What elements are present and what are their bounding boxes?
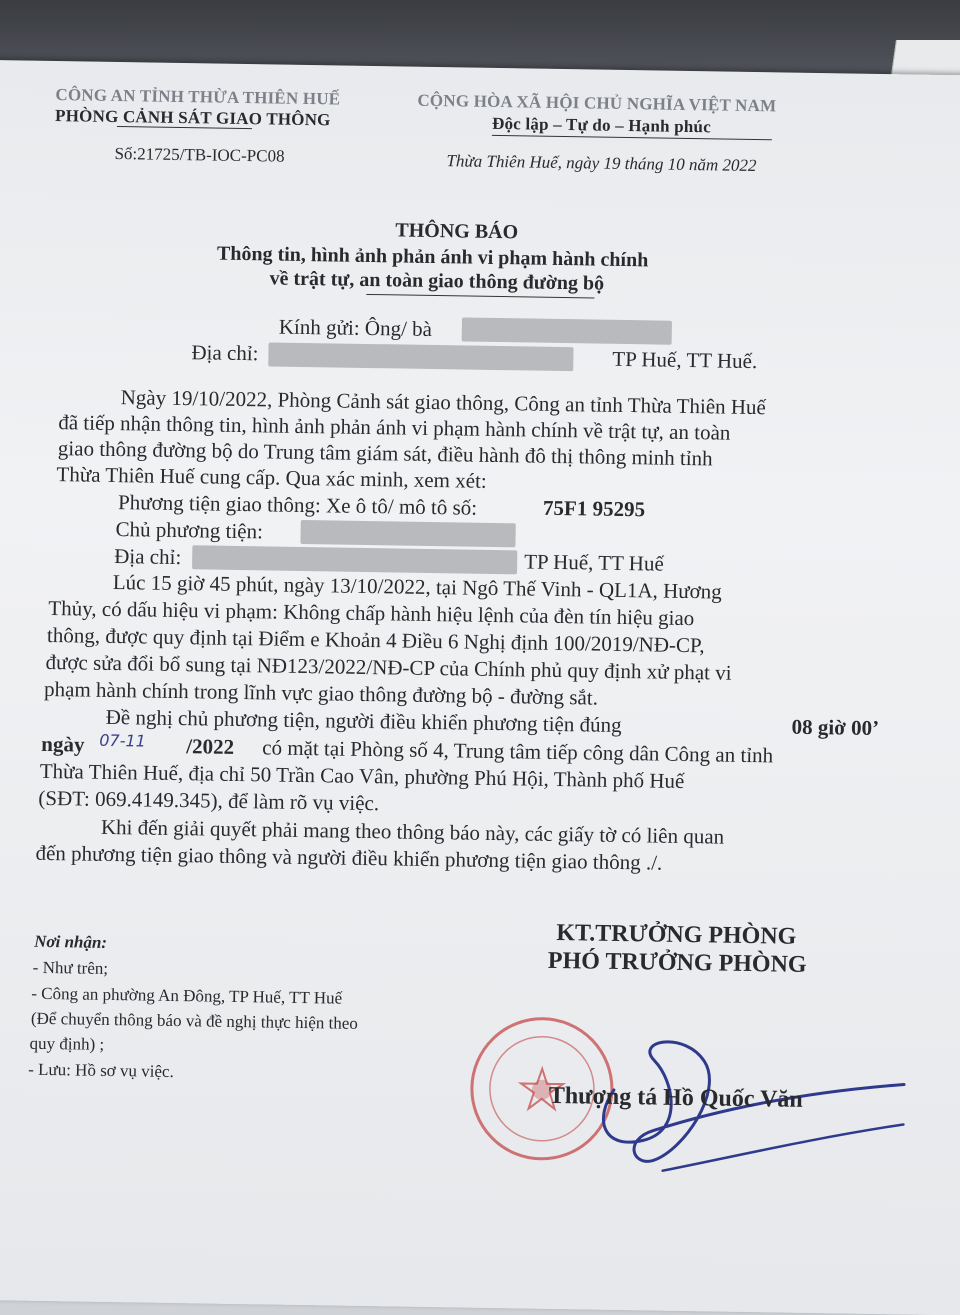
recipients-item: - Lưu: Hồ sơ vụ việc. [28, 1059, 174, 1082]
redacted-address [268, 342, 573, 371]
recipients-heading: Nơi nhận: [34, 931, 108, 952]
signature-title-1: KT.TRƯỞNG PHÒNG [556, 920, 797, 950]
owner-label: Chủ phương tiện: [115, 517, 264, 544]
owner-address-label: Địa chỉ: [114, 544, 182, 570]
greeting: Kính gửi: Ông/ bà [278, 314, 433, 341]
address-tail: TP Huế, TT Huế. [612, 346, 758, 374]
address-label: Địa chỉ: [191, 340, 259, 366]
redacted-owner-address [192, 545, 517, 574]
handwritten-date: 07-11 [99, 730, 146, 751]
body-p1-line4: Thừa Thiên Huế cung cấp. Qua xác minh, xem xét: [56, 462, 487, 493]
body-p3-line1: Đề nghị chủ phương tiện, người điều khiển phương tiện đúng [105, 704, 622, 738]
appointment-time: 08 giờ 00’ [791, 714, 880, 741]
doc-number: Số:21725/TB-IOC-PC08 [114, 143, 285, 166]
recipients-item: - Như trên; [32, 957, 109, 978]
body-p3-line2: có mặt tại Phòng số 4, Trung tâm tiếp công dân Công an tỉnh [262, 735, 774, 768]
body-p4-line2: đến phương tiện giao thông và người điều khiển phương tiện giao thông ./. [35, 840, 663, 875]
body-p3-line3: Thừa Thiên Huế, địa chỉ 50 Trần Cao Vân, phường Phú Hội, Thành phố Huế [39, 758, 685, 793]
body-p2-line3: thông, được quy định tại Điểm e Khoản 4 Điều 6 Nghị định 100/2019/NĐ-CP, [46, 622, 705, 658]
body-p1-line1: Ngày 19/10/2022, Phòng Cảnh sát giao thông, Công an tỉnh Thừa Thiên Huế [120, 385, 767, 420]
body-p2-line5: phạm hành chính trong lĩnh vực giao thông đường bộ - đường sắt. [43, 676, 599, 710]
doc-title: THÔNG BÁO [395, 219, 519, 244]
owner-address-tail: TP Huế, TT Huế [524, 549, 664, 576]
nation-name: CỘNG HÒA XÃ HỘI CHỦ NGHĨA VIỆT NAM [417, 90, 777, 116]
body-p2-line1: Lúc 15 giờ 45 phút, ngày 13/10/2022, tại Ngô Thế Vinh - QL1A, Hương [112, 569, 722, 604]
recipients-item: - Công an phường An Đông, TP Huế, TT Huế [31, 983, 343, 1008]
signer-name: Thượng tá Hồ Quốc Văn [548, 1082, 803, 1113]
body-p2-line4: được sửa đổi bổ sung tại NĐ123/2022/NĐ-CP của Chính phủ quy định xử phạt vi [45, 649, 732, 685]
body-p1-line3: giao thông đường bộ do Trung tâm giám sát, điều hành đô thị thông minh tỉnh [57, 436, 713, 471]
agency-name: PHÒNG CẢNH SÁT GIAO THÔNG [54, 106, 331, 130]
agency-parent: CÔNG AN TỈNH THỪA THIÊN HUẾ [55, 85, 341, 109]
signature-title-2: PHÓ TRƯỞNG PHÒNG [547, 947, 807, 978]
place-date: Thừa Thiên Huế, ngày 19 tháng 10 năm 2022 [446, 151, 757, 176]
appointment-year: /2022 [186, 734, 235, 759]
document-page [0, 60, 960, 1315]
vehicle-label: Phương tiện giao thông: Xe ô tô/ mô tô số: [117, 490, 478, 520]
vehicle-plate: 75F1 95295 [542, 495, 646, 522]
body-p3-line4: (SĐT: 069.4149.345), để làm rõ vụ việc. [38, 785, 380, 816]
doc-subtitle-2: về trật tự, an toàn giao thông đường bộ [269, 267, 605, 295]
motto: Độc lập – Tự do – Hạnh phúc [491, 113, 712, 137]
recipients-item: (Để chuyển thông báo và đề nghị thực hiện theo [30, 1008, 358, 1033]
recipients-item: quy định) ; [29, 1033, 105, 1054]
body-p2-line2: Thủy, có dấu hiệu vi phạm: Không chấp hành hiệu lệnh của đèn tín hiệu giao [48, 595, 695, 631]
body-p4-line1: Khi đến giải quyết phải mang theo thông báo này, các giấy tờ có liên quan [100, 814, 725, 849]
doc-subtitle-1: Thông tin, hình ảnh phản ánh vi phạm hành chính [216, 242, 649, 272]
body-p1-line2: đã tiếp nhận thông tin, hình ảnh phản ánh vi phạm hành chính về trật tự, an toàn [58, 410, 731, 445]
redacted-name [462, 317, 672, 344]
appointment-day-label: ngày [41, 731, 85, 757]
redacted-owner [300, 520, 515, 547]
